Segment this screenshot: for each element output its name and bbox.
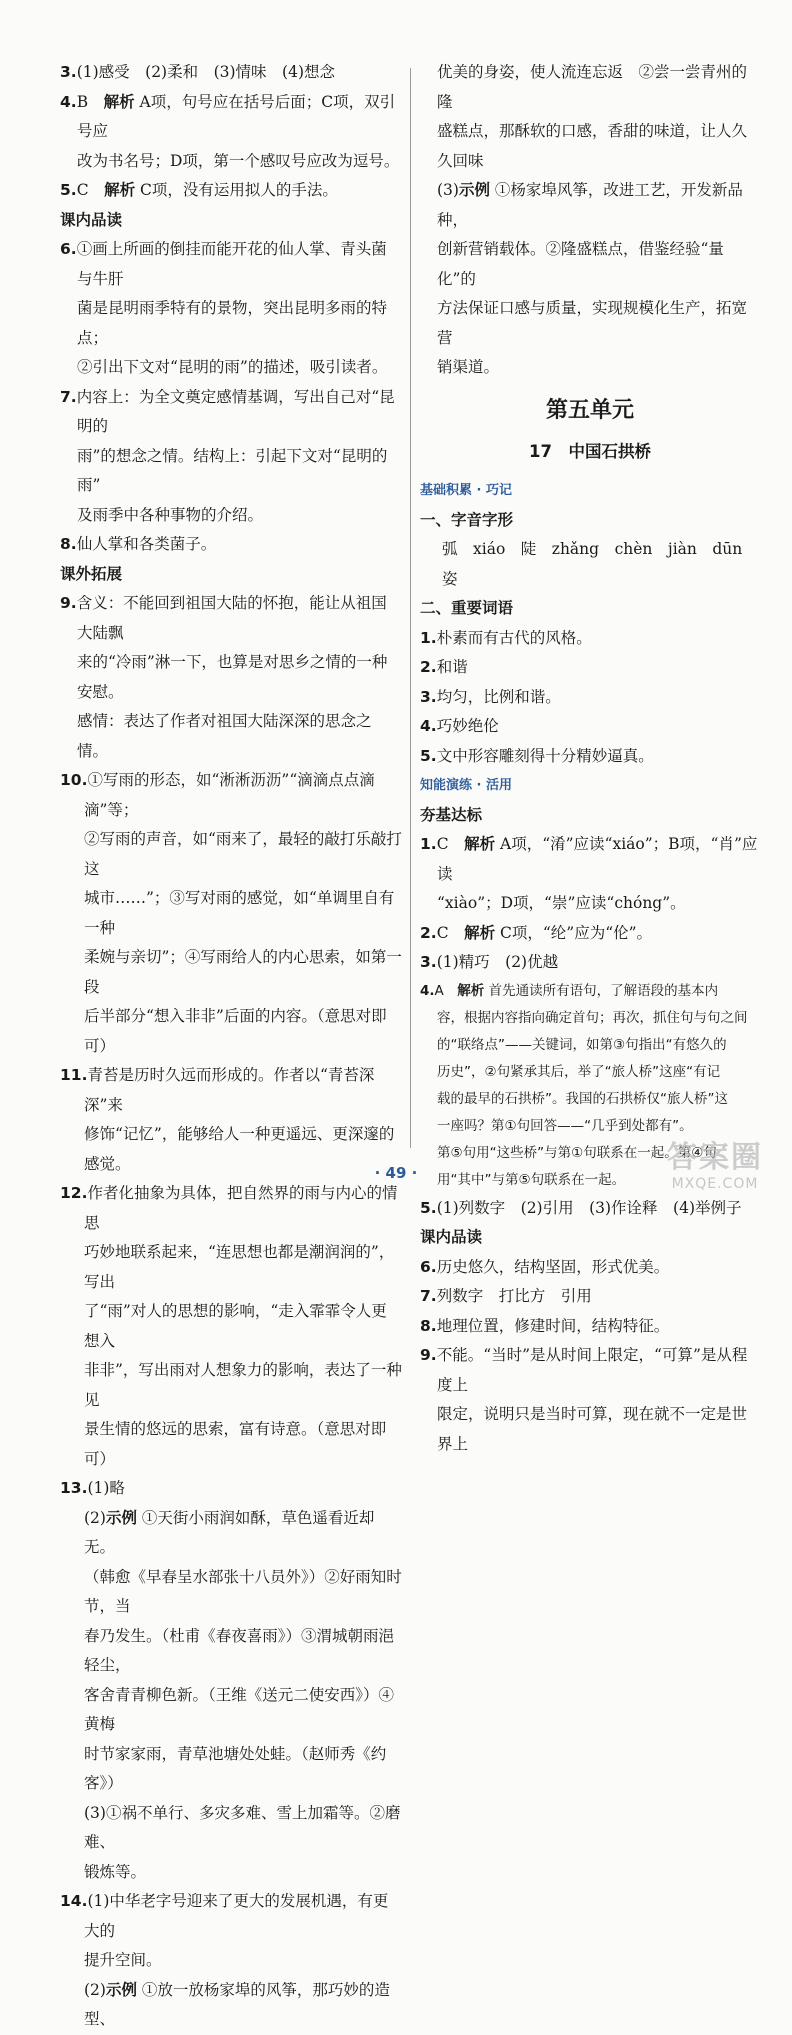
answer-14-part-3: (3)示例 ①杨家埠风筝，改进工艺，开发新品种， 创新营销载体。②隆盛糕点，借鉴经验“量化”的 方法保证口感与质量，实现规模化生产，拓宽营 销渠道。 <box>437 181 748 376</box>
watermark <box>650 1132 780 1192</box>
answer-9: 9.含义：不能回到祖国大陆的怀抱，能让从祖国大陆飘 来的“冷雨”淋一下，也算是对思乡之情的一种安慰。 感情：表达了作者对祖国大陆深深的思念之情。 <box>60 594 388 760</box>
practice-7: 7.列数字 打比方 引用 <box>420 1287 592 1305</box>
practice-1: 1.C 解析 A项，“淆”应读“xiáo”；B项，“肖”应读 “xiào”；D项，“崇”应读“chóng”。 <box>420 835 758 912</box>
heading-foundation: 夯基达标 <box>420 805 483 824</box>
subsection-practice: 知能演练 · 活用 <box>420 778 512 793</box>
practice-5: 5.(1)列数字 (2)引用 (3)作诠释 (4)举例子 <box>420 1198 742 1217</box>
pinyin-answers: 弧 xiáo 陡 zhǎng chèn jiàn dūn 姿 <box>442 540 758 588</box>
practice-2: 2.C 解析 C项，“纶”应为“伦”。 <box>420 923 653 942</box>
answer-6: 6.①画上所画的倒挂而能开花的仙人掌、青头菌与牛肝 菌是昆明雨季特有的景物，突出昆明多雨的特点； ②引出下文对“昆明的雨”的描述，吸引读者。 <box>60 240 388 376</box>
section-heading-in-class-right: 课内品读 <box>420 1228 483 1246</box>
heading-pronunciation: 一、字音字形 <box>420 510 514 529</box>
practice-6: 6.历史悠久，结构坚固，形式优美。 <box>420 1257 670 1276</box>
answer-4: 4.B 解析 A项，句号应在括号后面；C项，双引号应 改为书名号；D项，第一个感叹号应改为逗号。 <box>60 92 400 170</box>
subsection-basic-accumulation: 基础积累 · 巧记 <box>420 483 512 498</box>
vocab-1: 1.朴素而有古代的风格。 <box>420 628 592 647</box>
answer-13: 13.(1)略 <box>60 1479 125 1497</box>
answer-3: 3.(1)感受 (2)柔和 (3)情味 (4)想念 <box>60 63 336 81</box>
practice-9: 9.不能。“当时”是从时间上限定，“可算”是从程度上 限定，说明只是当时可算，现在就不一定是世界上 <box>420 1346 748 1453</box>
vocab-5: 5.文中形容雕刻得十分精妙逼真。 <box>420 746 654 765</box>
section-heading-in-class: 课内品读 <box>60 210 123 229</box>
lesson-title: 17 中国石拱桥 <box>529 441 651 461</box>
unit-title: 第五单元 <box>545 397 634 423</box>
section-heading-extension: 课外拓展 <box>60 564 123 583</box>
watermark-logo: 答案圈 <box>667 1140 763 1175</box>
heading-vocabulary: 二、重要词语 <box>420 599 514 617</box>
answer-10: 10.①写雨的形态，如“淅淅沥沥”“滴滴点点滴滴”等； ②写雨的声音，如“雨来了，最轻的敲打乐敲打这 城市……”；③写对雨的感觉，如“单调里自有一种 柔婉与亲切”；④写雨给人的内心思索，如第一段 后半部分“想入非非”后面的内容。（意思对即可） <box>60 771 402 1055</box>
answer-5: 5.C 解析 C项，没有运用拟人的手法。 <box>60 181 338 199</box>
answer-14-part-2: (2)示例 ①放一放杨家埠的风筝，那巧妙的造型、 <box>84 1980 390 2028</box>
practice-3: 3.(1)精巧 (2)优越 <box>420 953 559 971</box>
vocab-3: 3.均匀，比例和谐。 <box>420 687 561 706</box>
answer-11: 11.青苔是历时久远而形成的。作者以“青苔深深”来 修饰“记忆”，能够给人一种更遥远、更深邃的感觉。 <box>60 1066 395 1173</box>
answer-8: 8.仙人掌和各类菌子。 <box>60 535 217 553</box>
answer-13-part-3: (3)①祸不单行、多灾多难、雪上加霜等。②磨难、 锻炼等。 <box>84 1803 401 1881</box>
watermark-site: MXQE.COM <box>671 1176 759 1192</box>
vocab-4: 4.巧妙绝伦 <box>420 717 499 735</box>
answer-12: 12.作者化抽象为具体，把自然界的雨与内心的情思 巧妙地联系起来，“连思想也都是潮润润的”，写出 了“雨”对人的思想的影响，“走入霏霏令人更想入 非非”，写出雨对人想象力的影响，表达了一种见 景生情的悠远的思索，富有诗意。（意思对即可） <box>60 1184 402 1468</box>
answer-7: 7.内容上：为全文奠定感情基调，写出自己对“昆明的 雨”的想念之情。结构上：引起下文对“昆明的雨” 及雨季中各种事物的介绍。 <box>60 387 395 524</box>
answer-13-part-2: (2)示例 ①天街小雨润如酥，草色遥看近却无。 （韩愈《早春呈水部张十八员外》）②好雨知时节，当 春乃发生。（杜甫《春夜喜雨》）③渭城朝雨浥轻尘， 客舍青青柳色新。（王维《送元二使安西》）④黄梅 时节家家雨，青草池塘处处蛙。（赵师秀《约客》） <box>84 1508 402 1792</box>
practice-4: 4.A 解析 首先通读所有语句，了解语段的基本内 容，根据内容指向确定首句；再次，抓住句与句之间 的“联络点”——关键词，如第③句指出“有悠久的 历史”，②句紧承其后，举了“旅人桥”这座“有记 载的最早的石拱桥”。我国的石拱桥仅“旅人桥”这 一座吗？第①句回答——“几乎到处都有”。 第⑤句用“这些桥”与第①句联系在一起。第④句 用“其中”与第⑤句联系在一起。 <box>420 982 748 1188</box>
vocab-2: 2.和谐 <box>420 658 468 676</box>
column-divider <box>410 68 411 1148</box>
answer-14: 14.(1)中华老字号迎来了更大的发展机遇，有更大的 提升空间。 <box>60 1892 389 1969</box>
answer-14-continued: 优美的身姿，使人流连忘返 ②尝一尝青州的隆 盛糕点，那酥软的口感，香甜的味道，让人久久回味 <box>437 63 748 170</box>
practice-8: 8.地理位置，修建时间，结构特征。 <box>420 1316 670 1335</box>
page-number: · 49 · <box>374 1164 418 1182</box>
